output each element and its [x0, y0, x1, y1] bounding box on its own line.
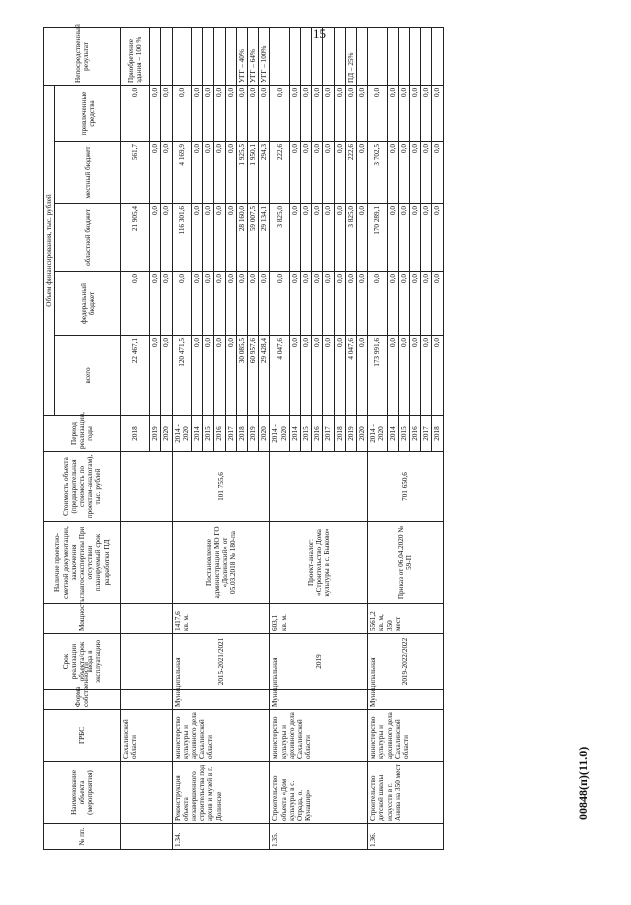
cell-attracted: 0,0	[357, 85, 368, 141]
cell-result	[398, 27, 409, 85]
cell-federal: 0,0	[150, 272, 161, 336]
cell-total: 0,0	[312, 336, 323, 416]
cell-local: 0,0	[214, 142, 225, 204]
cell-period: 2014 - 2020	[368, 416, 387, 452]
cell-total: 0,0	[387, 336, 398, 416]
header-federal: федеральный бюджет	[55, 272, 121, 336]
header-funding: Объем финансирования, тыс. рублей	[44, 85, 55, 415]
cell-attracted: 0,0	[421, 85, 432, 141]
cell-local: 0,0	[150, 142, 161, 204]
cell-local: 0,0	[387, 142, 398, 204]
cell-total: 173 991,6	[368, 336, 387, 416]
cell-attracted: 0,0	[214, 85, 225, 141]
cell-total: 0,0	[421, 336, 432, 416]
cell-attracted: 0,0	[236, 85, 247, 141]
cell-period: 2020	[161, 416, 172, 452]
cell-federal: 0,0	[172, 272, 191, 336]
cell-period: 2014 - 2020	[270, 416, 289, 452]
cell-federal: 0,0	[432, 272, 443, 336]
cell-federal: 0,0	[161, 272, 172, 336]
cell-local: 3 702,5	[368, 142, 387, 204]
cell-federal: 0,0	[301, 272, 312, 336]
cell-cost: 701 650,6	[368, 452, 443, 522]
cell-total: 0,0	[192, 336, 203, 416]
cell-federal: 0,0	[259, 272, 270, 336]
cell-capacity: 603,1 кв. м.	[270, 604, 368, 634]
header-attracted: привлеченные средства	[55, 85, 121, 141]
cell-regional: 0,0	[387, 204, 398, 272]
cell-regional: 0,0	[225, 204, 236, 272]
cell-local: 0,0	[312, 142, 323, 204]
cell-no: 1.35.	[270, 824, 368, 850]
cell-result: УГГ – 100%	[259, 27, 270, 85]
cell-federal: 0,0	[214, 272, 225, 336]
cell-federal: 0,0	[387, 272, 398, 336]
footer-code: 00848(п)(11.0)	[576, 746, 590, 820]
cell-result: ПД – 25%	[345, 27, 356, 85]
cell-total: 60 957,6	[248, 336, 259, 416]
cell-attracted: 0,0	[368, 85, 387, 141]
cell-attracted: 0,0	[387, 85, 398, 141]
cell-grbs: министерство культуры и архивного дела Сахалинской области	[270, 710, 368, 762]
cell-local: 0,0	[225, 142, 236, 204]
cell-psd: Постановление администрации МО ГО «Долинский» от 05.03.2018 № 180-па	[172, 522, 270, 604]
cell-total: 0,0	[161, 336, 172, 416]
cell-attracted: 0,0	[410, 85, 421, 141]
cell-term: 2015-2021/2021	[172, 634, 270, 690]
cell-regional: 0,0	[323, 204, 334, 272]
cell-capacity: 1417,6 кв. м.	[172, 604, 270, 634]
cell-form: Муниципальная	[270, 690, 368, 710]
cell-period: 2019	[248, 416, 259, 452]
cell-period: 2020	[357, 416, 368, 452]
cell-local: 4 169,9	[172, 142, 191, 204]
cell-regional: 0,0	[432, 204, 443, 272]
cell-federal: 0,0	[121, 272, 150, 336]
cell-period: 2020	[259, 416, 270, 452]
cell-regional: 0,0	[312, 204, 323, 272]
cell-cost	[270, 452, 368, 522]
cell-result: УГГ – 40%	[236, 27, 247, 85]
cell-local: 0,0	[432, 142, 443, 204]
cell-period: 2019	[150, 416, 161, 452]
cell-result	[387, 27, 398, 85]
cell-grbs: Сахалинской области	[121, 710, 172, 762]
cell-regional: 0,0	[410, 204, 421, 272]
cell-attracted: 0,0	[345, 85, 356, 141]
cell-period: 2016	[410, 416, 421, 452]
cell-total: 0,0	[214, 336, 225, 416]
header-term: Срок реализации объекта/срок ввода в эксплуатацию	[44, 634, 121, 690]
cell-total: 0,0	[150, 336, 161, 416]
cell-cost	[121, 452, 172, 522]
cell-regional: 0,0	[398, 204, 409, 272]
cell-regional: 0,0	[192, 204, 203, 272]
cell-period: 2014	[192, 416, 203, 452]
table-row	[121, 27, 150, 849]
cell-attracted: 0,0	[161, 85, 172, 141]
cell-federal: 0,0	[421, 272, 432, 336]
cell-local: 1 950,1	[248, 142, 259, 204]
cell-federal: 0,0	[236, 272, 247, 336]
cell-result	[432, 27, 443, 85]
cell-result	[161, 27, 172, 85]
cell-local: 0,0	[203, 142, 214, 204]
cell-result	[312, 27, 323, 85]
cell-local: 222,6	[270, 142, 289, 204]
cell-result: Приобретение здания – 100 %	[121, 27, 150, 85]
cell-regional: 28 160,0	[236, 204, 247, 272]
cell-result	[334, 27, 345, 85]
cell-total: 0,0	[203, 336, 214, 416]
cell-result	[172, 27, 191, 85]
cell-attracted: 0,0	[150, 85, 161, 141]
cell-regional: 0,0	[150, 204, 161, 272]
cell-period: 2016	[312, 416, 323, 452]
cell-regional: 3 825,0	[270, 204, 289, 272]
cell-attracted: 0,0	[225, 85, 236, 141]
cell-form: Муниципальная	[368, 690, 443, 710]
cell-psd: Проект-аналог: «Строительство Дома культуры в с. Быково»	[270, 522, 368, 604]
page-number: 15	[313, 26, 326, 41]
cell-local: 0,0	[334, 142, 345, 204]
cell-period: 2014	[387, 416, 398, 452]
cell-federal: 0,0	[203, 272, 214, 336]
cell-result	[323, 27, 334, 85]
cell-form: Муниципальная	[172, 690, 270, 710]
cell-local: 1 925,5	[236, 142, 247, 204]
cell-total: 0,0	[398, 336, 409, 416]
cell-grbs: министерство культуры и архивного дела Сахалинской области	[368, 710, 443, 762]
cell-total: 4 047,6	[345, 336, 356, 416]
cell-local: 0,0	[161, 142, 172, 204]
cell-period: 2017	[421, 416, 432, 452]
cell-psd: Приказ от 06.04.2020 № 59-П	[368, 522, 443, 604]
cell-local: 0,0	[398, 142, 409, 204]
cell-federal: 0,0	[398, 272, 409, 336]
cell-federal: 0,0	[225, 272, 236, 336]
cell-no	[121, 824, 172, 850]
cell-regional: 21 905,4	[121, 204, 150, 272]
cell-regional: 0,0	[421, 204, 432, 272]
cell-attracted: 0,0	[248, 85, 259, 141]
cell-regional: 0,0	[214, 204, 225, 272]
cell-local: 0,0	[289, 142, 300, 204]
table-row	[270, 27, 289, 849]
cell-total: 0,0	[357, 336, 368, 416]
cell-federal: 0,0	[334, 272, 345, 336]
cell-period: 2014	[289, 416, 300, 452]
cell-result	[214, 27, 225, 85]
cell-period: 2016	[214, 416, 225, 452]
cell-regional: 59 007,5	[248, 204, 259, 272]
cell-result	[270, 27, 289, 85]
cell-attracted: 0,0	[270, 85, 289, 141]
cell-regional: 29 134,1	[259, 204, 270, 272]
cell-regional: 0,0	[161, 204, 172, 272]
table-header	[44, 24, 121, 849]
cell-result	[289, 27, 300, 85]
cell-period: 2015	[398, 416, 409, 452]
cell-name: Строительство детской школы искусств в г. Анива на 350 мест	[368, 762, 443, 824]
cell-capacity	[121, 604, 172, 634]
header-cost: Стоимость объекта (предварительная стоимость по проектам-аналогам), тыс. рублей	[44, 452, 121, 522]
cell-attracted: 0,0	[334, 85, 345, 141]
rotated-table-container	[43, 24, 582, 850]
cell-psd	[121, 522, 172, 604]
cell-attracted: 0,0	[289, 85, 300, 141]
header-total: всего	[55, 336, 121, 416]
cell-period: 2018	[236, 416, 247, 452]
cell-result	[410, 27, 421, 85]
cell-regional: 0,0	[289, 204, 300, 272]
cell-regional: 116 301,6	[172, 204, 191, 272]
header-grbs: ГРБС	[44, 710, 121, 762]
cell-term	[121, 634, 172, 690]
cell-local: 294,3	[259, 142, 270, 204]
cell-total: 4 047,6	[270, 336, 289, 416]
cell-local: 222,6	[345, 142, 356, 204]
cell-result	[225, 27, 236, 85]
header-result: Непосредственный результат	[44, 27, 121, 85]
cell-attracted: 0,0	[432, 85, 443, 141]
cell-local: 0,0	[192, 142, 203, 204]
header-form: Форма собственности	[44, 690, 121, 710]
cell-regional: 0,0	[301, 204, 312, 272]
cell-federal: 0,0	[357, 272, 368, 336]
header-psd: Наличие проектно-сметной документации, заключения главгосэкспертизы При отсутствии планируемый срок разработки ПД	[44, 522, 121, 604]
cell-capacity: 5561,2 кв. м, 350 мест	[368, 604, 443, 634]
cell-attracted: 0,0	[323, 85, 334, 141]
cell-regional: 3 825,0	[345, 204, 356, 272]
cell-total: 30 085,5	[236, 336, 247, 416]
cell-total: 0,0	[225, 336, 236, 416]
cell-name: Строительство объекта «Дом культуры в с. Отрада, о. Кунашир»	[270, 762, 368, 824]
cell-total: 0,0	[410, 336, 421, 416]
cell-attracted: 0,0	[203, 85, 214, 141]
cell-period: 2015	[301, 416, 312, 452]
cell-federal: 0,0	[368, 272, 387, 336]
cell-period: 2017	[225, 416, 236, 452]
cell-attracted: 0,0	[301, 85, 312, 141]
cell-local: 0,0	[410, 142, 421, 204]
cell-total: 0,0	[323, 336, 334, 416]
cell-term: 2019	[270, 634, 368, 690]
cell-federal: 0,0	[345, 272, 356, 336]
cell-federal: 0,0	[410, 272, 421, 336]
cell-term: 2019-2022/2022	[368, 634, 443, 690]
cell-local: 0,0	[357, 142, 368, 204]
cell-regional: 0,0	[203, 204, 214, 272]
header-period: Период реализации, годы	[44, 416, 121, 452]
cell-result: УГГ – 64%	[248, 27, 259, 85]
cell-attracted: 0,0	[192, 85, 203, 141]
header-capacity: Мощность	[44, 604, 121, 634]
cell-result	[203, 27, 214, 85]
cell-form	[121, 690, 172, 710]
cell-period: 2014 - 2020	[172, 416, 191, 452]
cell-result	[357, 27, 368, 85]
cell-grbs: министерство культуры и архивного дела Сахалинской области	[172, 710, 270, 762]
cell-attracted: 0,0	[121, 85, 150, 141]
cell-attracted: 0,0	[312, 85, 323, 141]
cell-period: 2018	[121, 416, 150, 452]
cell-local: 0,0	[323, 142, 334, 204]
cell-total: 0,0	[432, 336, 443, 416]
cell-result	[150, 27, 161, 85]
cell-name	[121, 762, 172, 824]
financing-table	[43, 24, 444, 850]
cell-total: 29 428,4	[259, 336, 270, 416]
cell-federal: 0,0	[248, 272, 259, 336]
cell-total: 120 471,5	[172, 336, 191, 416]
cell-result	[368, 27, 387, 85]
cell-total: 0,0	[301, 336, 312, 416]
cell-regional: 0,0	[357, 204, 368, 272]
header-no: № пп.	[44, 824, 121, 850]
cell-period: 2017	[323, 416, 334, 452]
table-row	[368, 27, 387, 849]
cell-result	[192, 27, 203, 85]
cell-federal: 0,0	[323, 272, 334, 336]
header-name: Наименование объекта (мероприятия)	[44, 762, 121, 824]
cell-federal: 0,0	[192, 272, 203, 336]
cell-regional: 0,0	[334, 204, 345, 272]
cell-name: Реконструкция объекта незавершенного строительства под архив и музей в г. Долинске	[172, 762, 270, 824]
cell-federal: 0,0	[312, 272, 323, 336]
cell-result	[421, 27, 432, 85]
cell-federal: 0,0	[270, 272, 289, 336]
cell-period: 2019	[345, 416, 356, 452]
cell-period: 2018	[334, 416, 345, 452]
header-regional: областной бюджет	[55, 204, 121, 272]
cell-local: 0,0	[301, 142, 312, 204]
cell-result	[301, 27, 312, 85]
header-local: местный бюджет	[55, 142, 121, 204]
cell-period: 2015	[203, 416, 214, 452]
cell-attracted: 0,0	[398, 85, 409, 141]
cell-total: 22 467,1	[121, 336, 150, 416]
cell-attracted: 0,0	[259, 85, 270, 141]
cell-total: 0,0	[289, 336, 300, 416]
table-row	[172, 27, 191, 849]
cell-cost: 101 755,6	[172, 452, 270, 522]
cell-no: 1.34.	[172, 824, 270, 850]
cell-no: 1.36.	[368, 824, 443, 850]
table-body	[121, 27, 443, 849]
cell-attracted: 0,0	[172, 85, 191, 141]
cell-local: 0,0	[421, 142, 432, 204]
cell-total: 0,0	[334, 336, 345, 416]
cell-federal: 0,0	[289, 272, 300, 336]
cell-regional: 170 289,1	[368, 204, 387, 272]
cell-local: 561,7	[121, 142, 150, 204]
cell-period: 2018	[432, 416, 443, 452]
